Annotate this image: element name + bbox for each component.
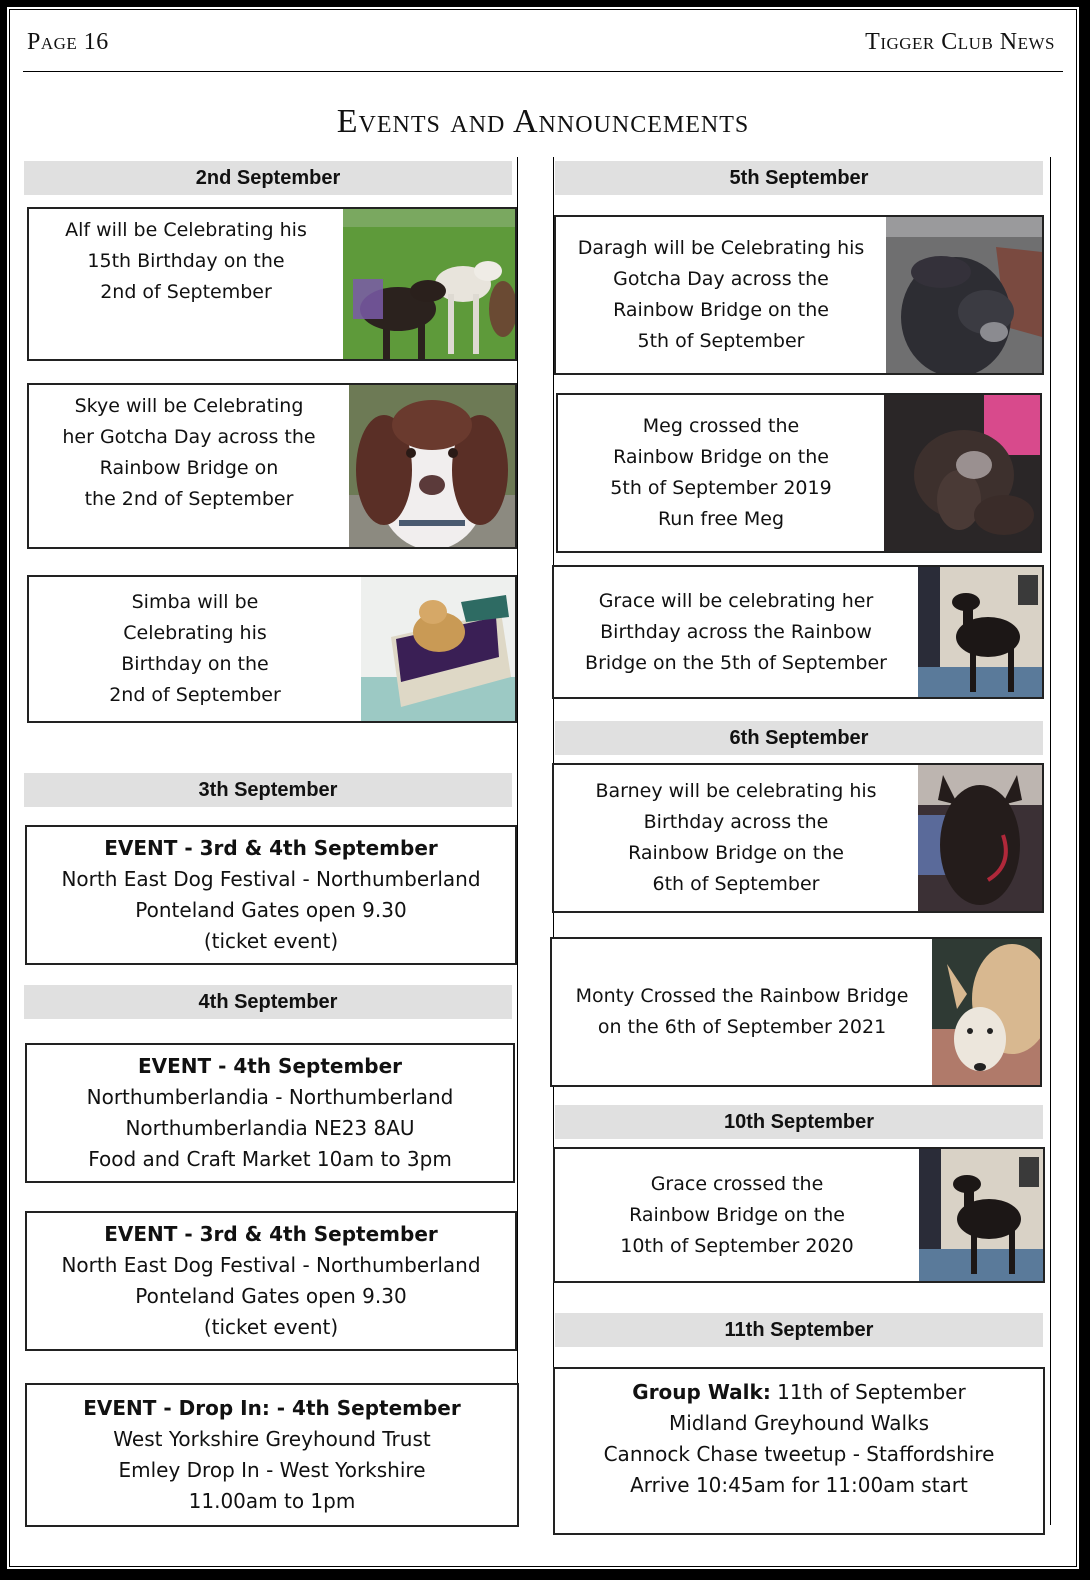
text-line: Food and Craft Market 10am to 3pm (88, 1147, 452, 1171)
photo-black-greyhound-standing (918, 567, 1042, 697)
event-card-group-walk (553, 1367, 1045, 1535)
text-line: Gotcha Day across the (613, 268, 829, 290)
text-line: 15th Birthday on the (87, 250, 285, 272)
date-header-4th-september: 4th September (24, 985, 512, 1019)
text-line: 10th of September 2020 (620, 1234, 854, 1257)
text-line: North East Dog Festival - Northumberland (61, 1253, 481, 1277)
event-text (27, 1213, 515, 1349)
text-line: (ticket event) (203, 929, 339, 953)
photo-grey-muzzle-greyhound (884, 395, 1040, 551)
text-line: Birthday on the (121, 653, 269, 675)
announcement-text (555, 1149, 919, 1281)
photo-dog-on-bed (361, 577, 515, 721)
photo-black-greyhound-red-collar (918, 765, 1042, 911)
date-header-3th-september: 3th September (24, 773, 512, 807)
text-line: 5th of September (637, 330, 805, 352)
text-line: Birthday across the (643, 811, 829, 833)
text-line: Celebrating his (123, 622, 267, 644)
text-line: Birthday across the Rainbow (600, 620, 872, 643)
announcement-card-grace-crossed (553, 1147, 1045, 1283)
text-line: Skye will be Celebrating (74, 395, 304, 417)
text-line: Grace crossed the (650, 1172, 824, 1195)
text-line: 6th of September (652, 873, 820, 895)
text-line: Rainbow Bridge on the (628, 842, 844, 864)
text-line: Rainbow Bridge on (99, 457, 279, 479)
event-card-west-yorkshire-drop-in (25, 1383, 519, 1527)
event-heading: EVENT - 3rd & 4th September (104, 1222, 438, 1246)
announcement-text (558, 395, 884, 551)
date-header-5th-september: 5th September (555, 161, 1043, 195)
photo-spaniel (349, 385, 515, 547)
text-line: Alf will be Celebrating his (65, 219, 307, 241)
announcement-card-grace-birthday (552, 565, 1044, 699)
text-line: on the 6th of September 2021 (597, 1016, 887, 1038)
text-line: the 2nd of September (84, 488, 294, 510)
text-line: Daragh will be Celebrating his (577, 237, 865, 259)
text-line: Simba will be (131, 591, 259, 613)
announcement-text (29, 385, 349, 547)
event-heading-suffix: 11th of September (770, 1380, 966, 1404)
event-text (27, 1045, 513, 1181)
announcement-card-monty (550, 937, 1042, 1087)
photo-two-black-greyhounds (886, 217, 1042, 373)
text-line: Emley Drop In - West Yorkshire (118, 1458, 426, 1482)
event-card-northumberlandia (25, 1043, 515, 1183)
event-heading: EVENT - Drop In: - 4th September (83, 1396, 461, 1420)
text-line: Rainbow Bridge on the (613, 299, 829, 321)
text-line: Northumberlandia NE23 8AU (125, 1116, 415, 1140)
text-line: Monty Crossed the Rainbow Bridge (575, 985, 909, 1007)
page-number: Page 16 (27, 29, 109, 55)
event-text (27, 827, 515, 963)
event-heading: EVENT - 3rd & 4th September (104, 836, 438, 860)
text-line: 2nd of September (109, 684, 281, 706)
event-heading-line (561, 1377, 1037, 1408)
announcement-text (552, 939, 932, 1085)
announcement-text (554, 567, 918, 697)
announcement-text (556, 217, 886, 373)
date-header-11th-september: 11th September (555, 1313, 1043, 1347)
text-line: Grace will be celebrating her (598, 589, 874, 612)
text-line: 11.00am to 1pm (188, 1489, 356, 1513)
photo-black-greyhound-standing (919, 1149, 1043, 1281)
announcement-text (554, 765, 918, 911)
date-header-10th-september: 10th September (555, 1105, 1043, 1139)
event-heading: EVENT - 4th September (137, 1054, 403, 1078)
page-title: Events and Announcements (336, 103, 750, 140)
text-line: Barney will be celebrating his (595, 780, 877, 802)
text-line: Ponteland Gates open 9.30 (135, 898, 407, 922)
publication-name: Tigger Club News (865, 29, 1055, 55)
photo-greyhounds-on-grass (343, 209, 515, 359)
text-line: 5th of September 2019 (610, 477, 832, 499)
announcement-card-skye (27, 383, 517, 549)
event-text (555, 1369, 1043, 1533)
text-line: Ponteland Gates open 9.30 (135, 1284, 407, 1308)
text-line: Rainbow Bridge on the (613, 446, 829, 468)
announcement-card-meg (556, 393, 1042, 553)
date-header-2nd-september: 2nd September (24, 161, 512, 195)
text-line: Northumberlandia - Northumberland (86, 1085, 454, 1109)
announcement-card-daragh (554, 215, 1044, 375)
photo-fawn-greyhound (932, 939, 1040, 1085)
text-line: Meg crossed the (642, 415, 800, 437)
event-text (27, 1385, 517, 1525)
text-line: Bridge on the 5th of September (585, 651, 887, 674)
text-line: Rainbow Bridge on the (629, 1203, 845, 1226)
text-line: Midland Greyhound Walks (668, 1411, 930, 1435)
date-header-6th-september: 6th September (555, 721, 1043, 755)
text-line: (ticket event) (203, 1315, 339, 1339)
event-card-north-east-dog-festival (25, 825, 517, 965)
announcement-text (29, 577, 361, 721)
event-heading: Group Walk: (632, 1380, 771, 1404)
announcement-card-barney (552, 763, 1044, 913)
text-line: North East Dog Festival - Northumberland (61, 867, 481, 891)
text-line: her Gotcha Day across the (62, 426, 316, 448)
announcement-card-simba (27, 575, 517, 723)
text-line: Arrive 10:45am for 11:00am start (630, 1473, 968, 1497)
text-line: Cannock Chase tweetup - Staffordshire (603, 1442, 995, 1466)
event-card-north-east-dog-festival-repeat (25, 1211, 517, 1351)
announcement-card-alf (27, 207, 517, 361)
text-line: West Yorkshire Greyhound Trust (113, 1427, 431, 1451)
newsletter-page (5, 5, 1081, 1571)
text-line: 2nd of September (100, 281, 272, 303)
text-line: Run free Meg (657, 508, 785, 530)
announcement-text (29, 209, 343, 359)
header-divider (23, 71, 1063, 72)
